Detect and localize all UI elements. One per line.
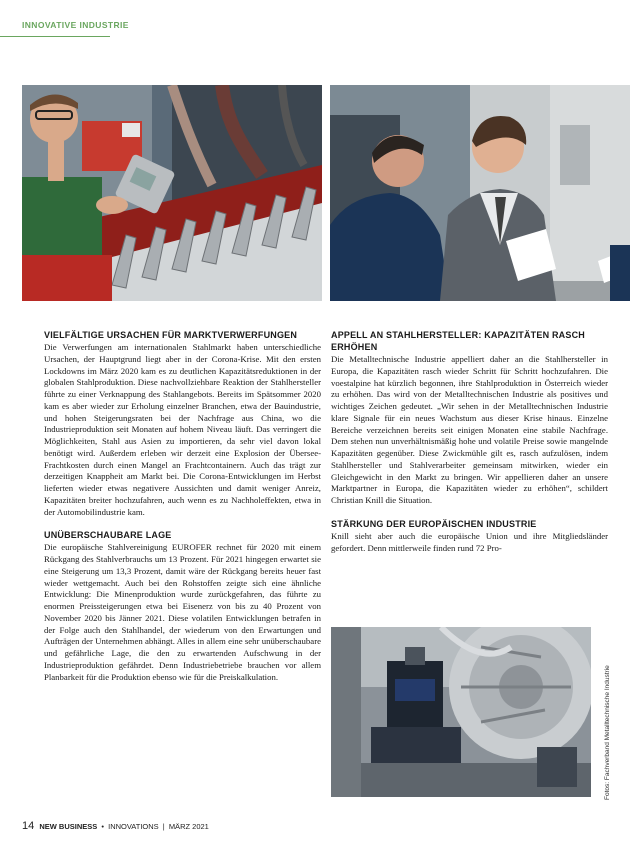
footer-bullet: • xyxy=(101,822,105,831)
section-heading: APPELL AN STAHLHERSTELLER: KAPAZITÄTEN RASCH ERHÖHEN xyxy=(331,330,585,352)
left-column xyxy=(44,329,321,694)
body-paragraph: Die Verwerfungen am internationalen Stahlmarkt haben unterschiedliche Ursachen, der Hauptgrund liegt aber in der Corona-Krise. Mit den ersten Lockdowns im März 2020 kam es zu deutlichen Kapazitätsreduktionen in der globalen Stahlproduktion. Diese nachvollziehbare Reaktion der Stahlhersteller führte zu einer Verknappung des Stahlangebots. Bereits im Spätsommer 2020 kam es aber wieder zur Erholung einzelner Branchen, etwa der Bauindustrie, und hohen Steigerungsraten bei der Nachfrage aus China, wo die Industrieproduktion seit Monaten auf hohem Niveau läuft. Das verringert die Möglichkeiten, Stahl aus Asien zu importieren, da sehr viel davon lokal benötigt wird. Außerdem erleben wir derzeit eine Explosion der Übersee-Frachtkosten durch einen Mangel an Frachtcontainern. Auch das trägt zur derzeitigen Knappheit am Markt bei. Die Corona-Entwicklungen im Herbst lieferten wieder etwas negativere Aussichten und damit weniger Anreiz, Kapazitäten breiter hochzufahren, auch wenn es zu Nachholeffekten, etwa in der Automobilindustrie kam. xyxy=(44,342,321,517)
right-column xyxy=(331,329,608,565)
footer-divider: | xyxy=(162,822,165,831)
footer-section: INNOVATIONS xyxy=(108,822,159,831)
page-number: 14 xyxy=(22,820,35,832)
body-paragraph: Die europäische Stahlvereinigung EUROFER rechnet für 2020 mit einem Rückgang des Stahlverbrauchs um 13 Prozent. Für 2021 hingegen erwartet sie eine Steigerung um 13,3 Prozent, damit wäre der Rückgang bereits heuer fast wieder wettgemacht. Auch bei den Rohstoffen zeigte sich eine ähnliche Entwicklung: Die Minenproduktion wurde zurückgefahren, das führte zu enormen Preissteigerungen etwa bei Eisenerz von bis zu 40 Prozent von November 2020 bis Jänner 2021. Diese volatilen Entwicklungen betrafen in der Folge auch den Stahlhandel, der wiederum von den Erwartungen und Aufträgen der Unternehmen abhängt. Alles in allem eine sehr unüberschaubare und gefährliche Lage, die den zu erwartenden Aufschwung in der Industrieproduktion gefährdet. Denn Industriebetriebe brauchen vor allem Planbarkeit für die Produktion ebenso wie für die Preiskalkulation. xyxy=(44,542,321,682)
photo-lathe-machining xyxy=(331,627,591,797)
magazine-brand: NEW BUSINESS xyxy=(39,822,98,831)
body-paragraph: Die Metalltechnische Industrie appelliert daher an die Stahlhersteller in Europa, die Kapazitäten rasch wieder Schritt für Schritt hochzufahren. Die voestalpine hat kürzlich begonnen, ihre Stahlproduktion in Österreich wieder zu erhöhen. Das wird von der Metalltechnischen Industrie als positives und wichtiges Zeichen gedeutet. „Wir sehen in der Metalltechnischen Industrie klare Signale für ein neues Wachstum aus dieser Krise hinaus. Einzelne Bereiche verzeichnen bereits seit einigen Monaten eine stabile Nachfrage. Dem stehen nun unverhältnismäßig hohe und volatile Preise sowie mangelnde Kapazitäten gegenüber. Diese Zwickmühle gilt es, rasch aufzulösen, indem Stahlhersteller und Stahlverarbeiter gemeinsam mitwirken, wieder ein Gleichgewicht in den Markt zu bringen. Wir appellieren daher an unsere Marktpartner in Europa, die Kapazitäten wieder zu erhöhen“, schildert Christian Knill die Situation. xyxy=(331,354,608,505)
section-heading: VIELFÄLTIGE URSACHEN FÜR MARKTVERWERFUNGEN xyxy=(44,330,298,340)
page-footer xyxy=(22,820,209,832)
section-tag: INNOVATIVE INDUSTRIE xyxy=(22,20,129,30)
photo-credit: Fotos: Fachverband Metalltechnische Industrie xyxy=(604,665,611,800)
section-tag-rule xyxy=(0,36,110,37)
photo-welding-robot xyxy=(22,85,322,301)
body-paragraph: Knill sieht aber auch die europäische Union und ihre Mitgliedsländer gefordert. Denn mittlerweile finden rund 72 Pro- xyxy=(331,530,608,553)
section-heading: STÄRKUNG DER EUROPÄISCHEN INDUSTRIE xyxy=(331,518,537,529)
photo-factory-meeting xyxy=(330,85,630,301)
footer-issue: MÄRZ 2021 xyxy=(168,822,209,831)
section-heading: UNÜBERSCHAUBARE LAGE xyxy=(44,530,172,541)
